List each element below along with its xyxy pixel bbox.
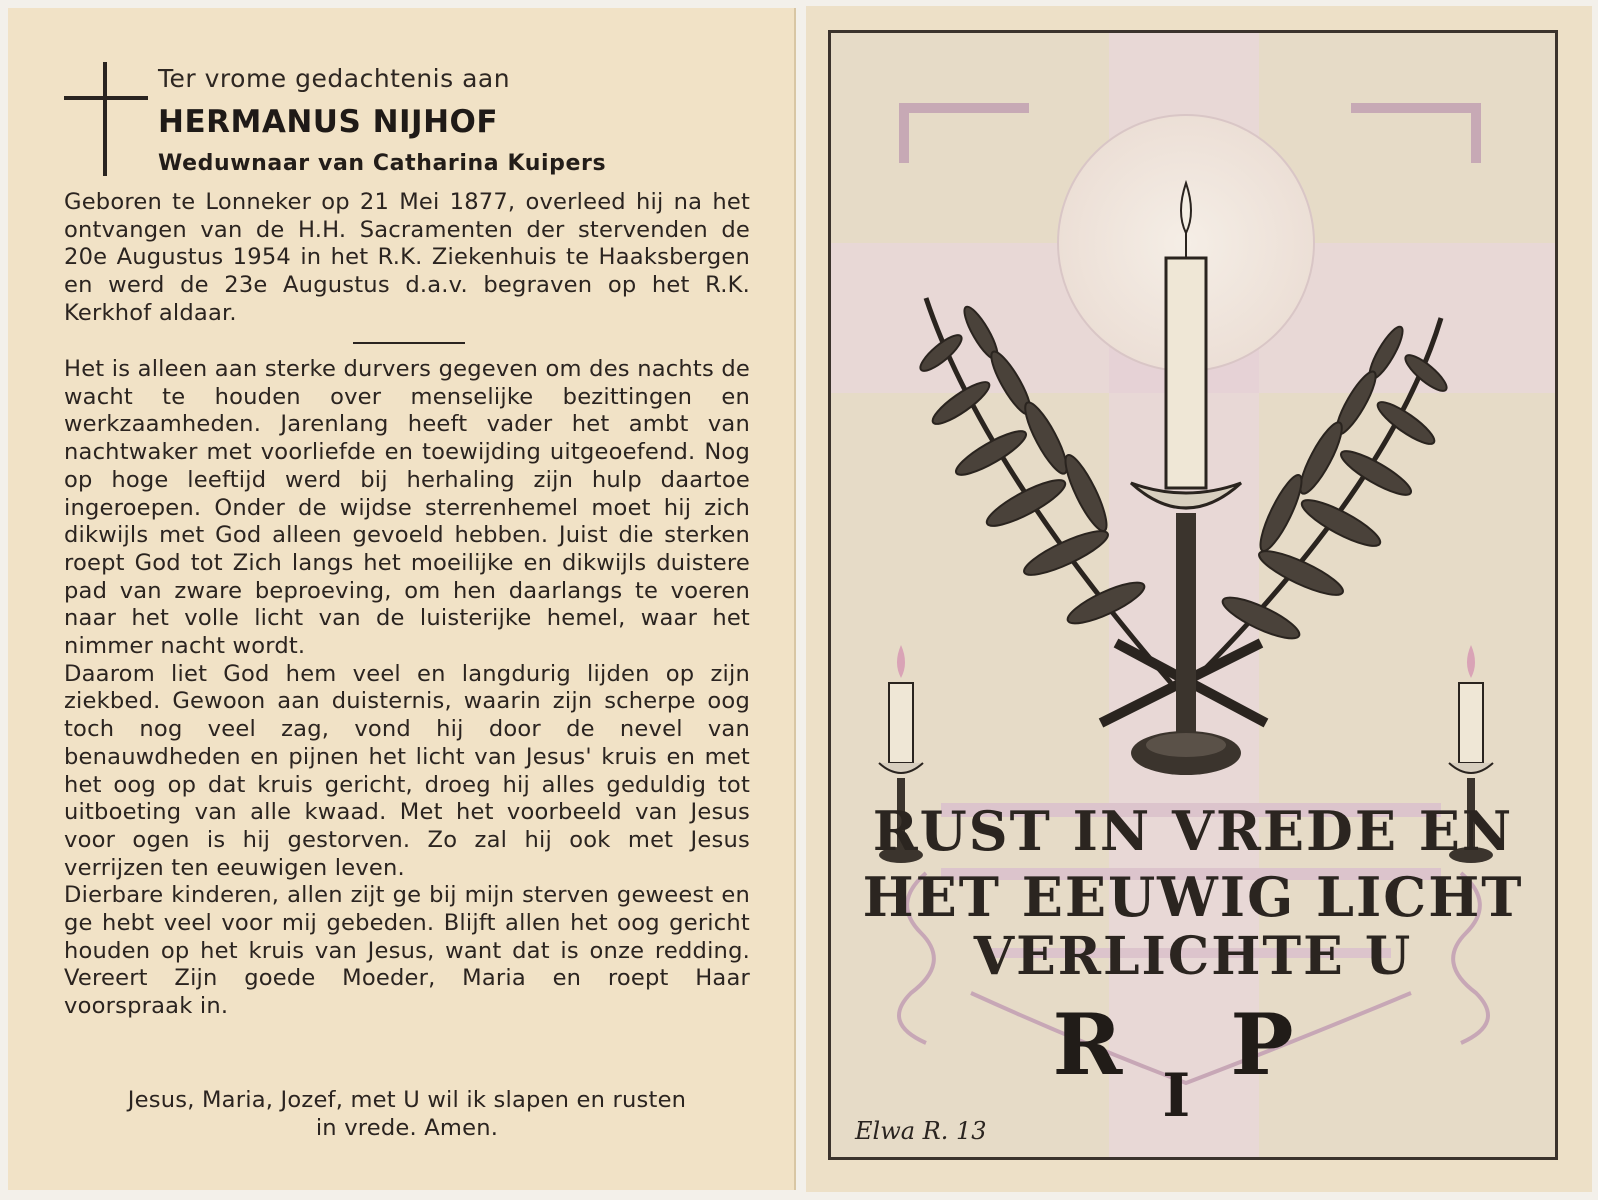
memorial-card-text-side xyxy=(8,8,796,1190)
epitaph-line-3: VERLICHTE U xyxy=(973,926,1413,987)
paragraph-2: Daarom liet God hem veel en langdurig lijden op zijn ziekbed. Gewoon aan duisternis, waarin zijn scherpe oog toch nog veel zag, vond hij door de nevel van benauwdheden en pijnen het licht van Jesus' kruis en met het oog op dat kruis gericht, droeg hij alles geduldig tot uitboeting van alle kwaad. Met het voorbeeld van Jesus voor ogen is hij gestorven. Zo zal hij ook met Jesus verrijzen ten eeuwigen leven. xyxy=(64,660,750,881)
rip-p: P xyxy=(1230,995,1334,1094)
memorial-card-image-side xyxy=(806,6,1592,1192)
prayer-line-1: Jesus, Maria, Jozef, met U wil ik slapen en rusten xyxy=(127,1087,687,1113)
cross-icon xyxy=(64,62,148,176)
closing-prayer xyxy=(64,1086,750,1142)
rip-i: I xyxy=(1162,1061,1231,1131)
widower-line: Weduwnaar van Catharina Kuipers xyxy=(158,151,607,176)
deceased-name: HERMANUS NIJHOF xyxy=(158,104,499,140)
artwork-illustration xyxy=(831,33,1555,1157)
birth-death-paragraph xyxy=(64,189,750,328)
paragraph-3: Dierbare kinderen, allen zijt ge bij mijn sterven geweest en ge hebt veel voor mij gebeden. Blijft allen het oog gericht houden op het kruis van Jesus, want dat is onze redding. Vereert Zijn goede Moeder, Maria en roept Haar voorspraak in. xyxy=(64,882,750,1020)
divider xyxy=(353,342,465,344)
epitaph-line-2: HET EEUWIG LICHT xyxy=(862,865,1524,929)
rip-r: R xyxy=(1052,995,1163,1094)
reflection-text xyxy=(64,356,750,1021)
birth-death-text: Geboren te Lonneker op 21 Mei 1877, overleed hij na het ontvangen van de H.H. Sacramenten der stervenden de 20e Augustus 1954 in het R.K. Ziekenhuis te Haaksbergen en werd de 23e Augustus d.a.v. begraven op het R.K. Kerkhof aldaar. xyxy=(64,189,750,326)
artist-signature: Elwa R. 13 xyxy=(855,1117,987,1145)
paragraph-1: Het is alleen aan sterke durvers gegeven om des nachts de wacht te houden over menselijke bezittingen en werkzaamheden. Jarenlang heeft vader het ambt van nachtwaker met voorliefde en toewijding uitgeoefend. Nog op hoge leeftijd werd bij herhaling zijn hulp daartoe ingeroepen. Onder de wijdse sterrenhemel moet hij zich dikwijls met God alleen gevoeld hebben. Juist die sterken roept God tot Zich langs het moeilijke en dikwijls duistere pad van zware beproeving, om hen daarlangs te voeren naar het volle licht van de luisterijke hemel, waar het nimmer nacht wordt. xyxy=(64,356,750,660)
epitaph-line-1: RUST IN VREDE EN xyxy=(872,799,1514,863)
artwork-frame xyxy=(828,30,1558,1160)
prayer-line-2: in vrede. Amen. xyxy=(315,1115,499,1141)
intro-line: Ter vrome gedachtenis aan xyxy=(158,64,511,93)
